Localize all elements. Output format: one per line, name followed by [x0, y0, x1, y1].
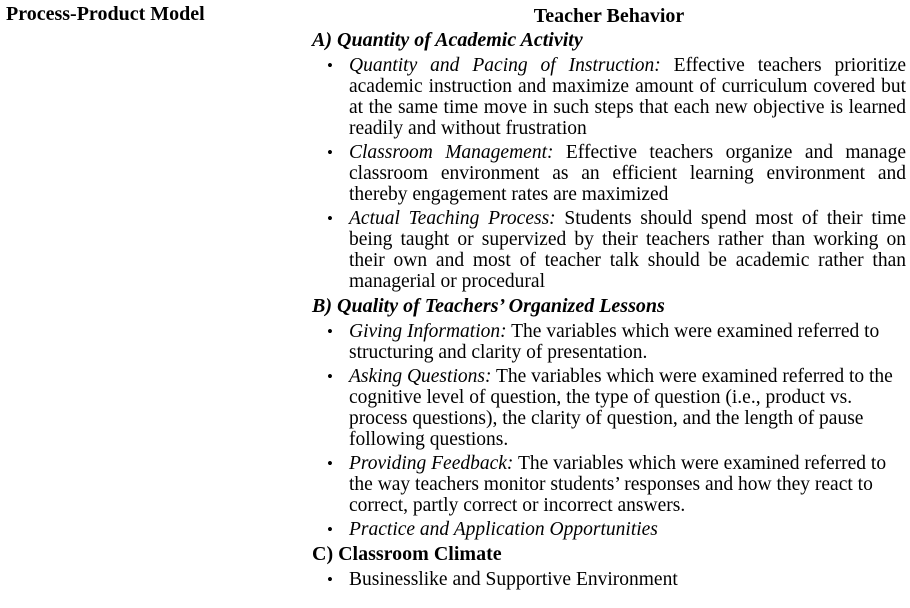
item-text: The variables which were examined referred to structuring and clarity of presentation.	[349, 321, 880, 363]
list-item	[312, 453, 906, 516]
item-text: Effective teachers prioritize academic instruction and maximize amount of curriculum covered but at the same time move in such steps that each new objective is learned readily and without frustration	[349, 55, 906, 139]
list-item	[312, 366, 906, 450]
section-c-list	[312, 569, 906, 590]
section-heading-c: C) Classroom Climate	[312, 543, 502, 565]
row-label: Process-Product Model	[6, 3, 205, 25]
section-title: Teacher Behavior	[533, 5, 685, 27]
item-term: Quantity and Pacing of Instruction:	[349, 55, 661, 76]
item-term: Providing Feedback:	[349, 453, 514, 474]
list-item	[312, 55, 906, 139]
item-term: Asking Questions:	[349, 366, 492, 387]
list-item	[312, 569, 906, 590]
bullet-icon: •	[327, 143, 333, 162]
section-b-list	[312, 321, 906, 540]
list-item	[312, 142, 906, 205]
list-item	[312, 208, 906, 292]
bullet-icon: •	[327, 570, 333, 589]
bullet-icon: •	[327, 520, 333, 539]
item-text: Businesslike and Supportive Environment	[349, 569, 678, 590]
item-term: Classroom Management:	[349, 142, 554, 163]
bullet-icon: •	[327, 56, 333, 75]
section-a-list	[312, 55, 906, 292]
bullet-icon: •	[327, 209, 333, 228]
section-heading-a: A) Quantity of Academic Activity	[312, 29, 583, 51]
item-text: The variables which were examined referred to the cognitive level of question, the type of question (i.e., product vs. process questions), the clarity of question, and the length of pause following questions.	[349, 366, 893, 450]
item-text: Effective teachers organize and manage classroom environment as an efficient learning environment and thereby engagement rates are maximized	[349, 142, 906, 205]
list-item	[312, 519, 906, 540]
teacher-behavior-cell	[312, 0, 906, 592]
section-heading-b: B) Quality of Teachers’ Organized Lessons	[312, 295, 665, 317]
item-text: Students should spend most of their time being taught or supervized by their teachers rather than working on their own and most of teacher talk should be academic rather than managerial or procedural	[349, 208, 906, 292]
item-term: Practice and Application Opportunities	[349, 519, 658, 540]
item-term: Actual Teaching Process:	[349, 208, 556, 229]
bullet-icon: •	[327, 367, 333, 386]
bullet-icon: •	[327, 322, 333, 341]
item-text: The variables which were examined referred to the way teachers monitor students’ responses and how they react to correct, partly correct or incorrect answers.	[349, 453, 887, 516]
bullet-icon: •	[327, 454, 333, 473]
list-item	[312, 321, 906, 363]
item-term: Giving Information:	[349, 321, 507, 342]
